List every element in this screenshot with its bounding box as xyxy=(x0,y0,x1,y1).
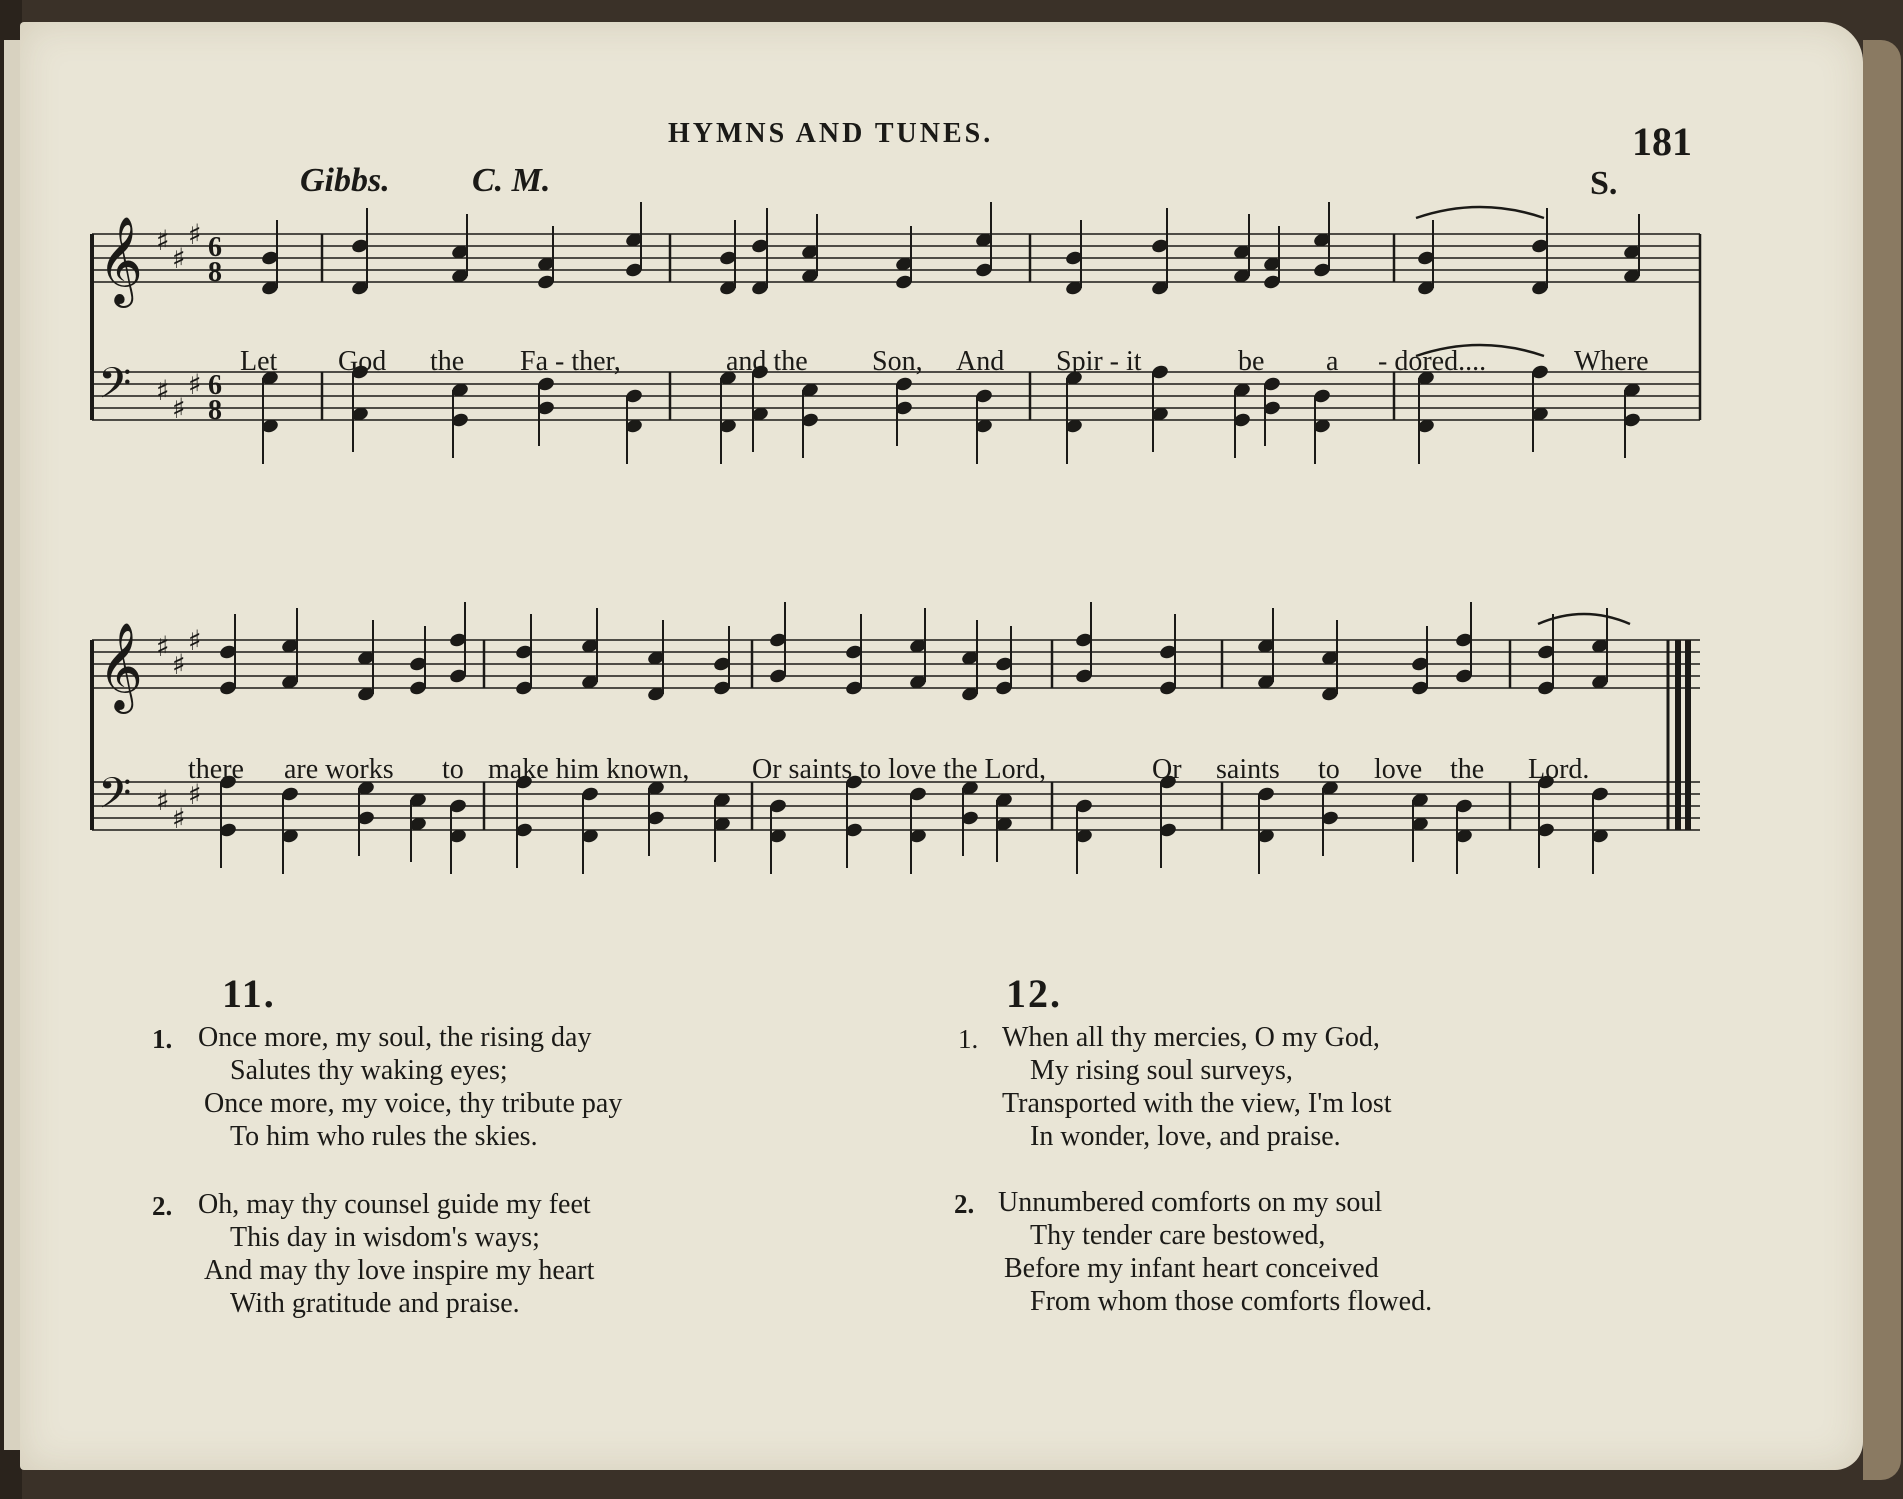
lyric-word: And xyxy=(956,346,1005,377)
lyric-word: Fa - ther, xyxy=(520,346,621,377)
verse-line: In wonder, love, and praise. xyxy=(1030,1121,1341,1152)
lyric-word: the xyxy=(1450,754,1485,785)
bass-clef: 𝄢 xyxy=(98,359,132,419)
lyric-word: be xyxy=(1238,346,1265,377)
lyric-word: there xyxy=(188,754,244,785)
lyric-word: are works xyxy=(284,754,394,785)
lyric-word: Lord. xyxy=(1528,754,1590,785)
sharp-sign: ♯ xyxy=(188,368,202,401)
treble-clef: 𝄞 xyxy=(98,621,143,710)
verse-line: Before my infant heart conceived xyxy=(1004,1253,1379,1284)
lyric-word: make him known, xyxy=(488,754,690,785)
sharp-sign: ♯ xyxy=(172,648,186,681)
lyric-word: Let xyxy=(240,346,278,377)
verse-line: When all thy mercies, O my God, xyxy=(1002,1022,1380,1053)
verse-line: Thy tender care bestowed, xyxy=(1030,1220,1326,1251)
lyric-word: Or saints to love the Lord, xyxy=(752,754,1046,785)
verse-number: 2. xyxy=(152,1191,173,1221)
lyric-word: the xyxy=(430,346,465,377)
sharp-sign: ♯ xyxy=(188,218,202,251)
verse-line: Unnumbered comforts on my soul xyxy=(998,1187,1383,1218)
time-signature-bottom: 8 xyxy=(208,395,222,426)
verse-line: To him who rules the skies. xyxy=(230,1121,538,1152)
lyric-word: a xyxy=(1326,346,1339,377)
lyric-word: Where xyxy=(1574,346,1649,377)
lyric-word: God xyxy=(338,346,387,377)
sharp-sign: ♯ xyxy=(172,242,186,275)
verse-number: 1. xyxy=(958,1024,979,1054)
verse-line: Salutes thy waking eyes; xyxy=(230,1055,508,1086)
verse-line: My rising soul surveys, xyxy=(1030,1055,1293,1086)
tune-meter: C. M. xyxy=(472,162,551,199)
lyric-word: Or xyxy=(1152,754,1182,785)
verse-line: This day in wisdom's ways; xyxy=(230,1222,540,1253)
time-signature-top: 6 xyxy=(208,370,222,401)
hymn-number: 11. xyxy=(222,971,276,1016)
bass-clef: 𝄢 xyxy=(98,769,132,829)
lyric-word: Spir - it xyxy=(1056,346,1142,377)
sharp-sign: ♯ xyxy=(156,630,170,663)
treble-clef: 𝄞 xyxy=(98,215,143,304)
sharp-sign: ♯ xyxy=(156,784,170,817)
verse-line: And may thy love inspire my heart xyxy=(204,1255,595,1286)
tune-name: Gibbs. xyxy=(300,162,390,199)
time-signature-top: 6 xyxy=(208,232,222,263)
verse-line: Transported with the view, I'm lost xyxy=(1002,1088,1392,1119)
lyric-word: to xyxy=(442,754,464,785)
sharp-sign: ♯ xyxy=(188,778,202,811)
lyric-word: and the xyxy=(726,346,808,377)
verse-line: From whom those comforts flowed. xyxy=(1030,1286,1433,1317)
hymn-number: 12. xyxy=(1006,971,1062,1016)
tie xyxy=(1538,614,1630,624)
verse-line: Once more, my voice, thy tribute pay xyxy=(204,1088,623,1119)
composer-mark: S. xyxy=(1590,165,1618,202)
running-header: HYMNS AND TUNES. xyxy=(668,118,994,149)
sharp-sign: ♯ xyxy=(156,224,170,257)
page-number: 181 xyxy=(1632,119,1692,164)
lyric-word: to xyxy=(1318,754,1340,785)
lyric-word: - dored.... xyxy=(1378,346,1487,377)
lyric-word: Son, xyxy=(872,346,923,377)
sharp-sign: ♯ xyxy=(172,802,186,835)
sharp-sign: ♯ xyxy=(156,374,170,407)
tie xyxy=(1416,207,1544,218)
sharp-sign: ♯ xyxy=(172,392,186,425)
lyric-word: saints xyxy=(1216,754,1280,785)
lyric-word: love xyxy=(1374,754,1423,785)
verse-number: 2. xyxy=(954,1189,975,1219)
verse-line: With gratitude and praise. xyxy=(230,1288,520,1319)
sharp-sign: ♯ xyxy=(188,624,202,657)
verse-line: Oh, may thy counsel guide my feet xyxy=(198,1189,591,1220)
verse-number: 1. xyxy=(152,1024,173,1054)
time-signature-bottom: 8 xyxy=(208,257,222,288)
verse-line: Once more, my soul, the rising day xyxy=(198,1022,592,1053)
